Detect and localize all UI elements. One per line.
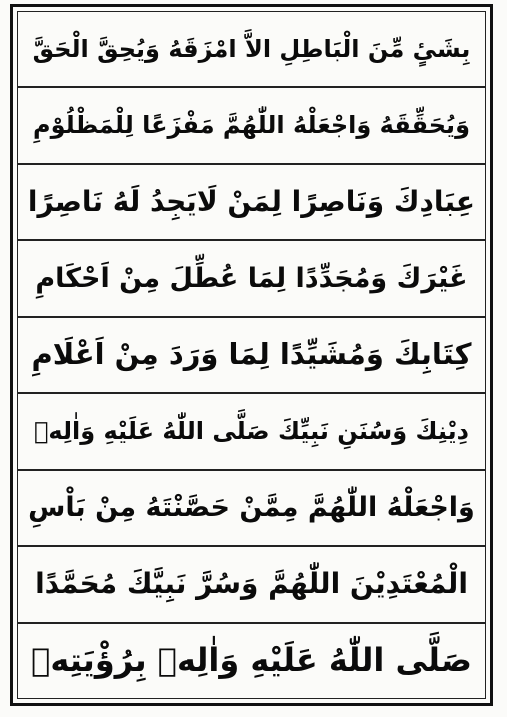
line-text: دِیْنِكَ وَسُنَنِ نَبِیِّكَ صَلَّى اللّٰهُ عَلَیْهِ وَاٰلِهٖ — [34, 417, 469, 446]
text-block — [17, 11, 486, 699]
line-text: الْمُعْتَدِیْنَ اللّٰھُمَّ وَسُرَّ نَبِیَّكَ مُحَمَّدًا — [35, 566, 468, 600]
text-line-5 — [18, 318, 485, 394]
line-text: غَیْرَكَ وَمُجَدِّدًا لِمَا عُطِّلَ مِنْ اَحْكَامِ — [35, 262, 468, 294]
outer-border — [10, 4, 493, 706]
line-text: صَلَّى اللّٰهُ عَلَیْهِ وَاٰلِهٖ بِرُؤْیَتِهٖ — [31, 641, 472, 680]
text-line-2 — [18, 88, 485, 164]
line-text: كِتَابِكَ وَمُشَیِّدًا لِمَا وَرَدَ مِنْ اَعْلَامِ — [31, 337, 472, 372]
text-line-6 — [18, 394, 485, 470]
line-text: عِبَادِكَ وَنَاصِرًا لِمَنْ لَایَجِدُ لَهُ نَاصِرًا — [27, 184, 475, 218]
text-line-7 — [18, 471, 485, 547]
text-line-4 — [18, 241, 485, 317]
line-text: بِشَیٍٔ مِّنَ الْبَاطِلِ الاَّ امْزَقَهُ وَیُحِقَّ الْحَقَّ — [32, 35, 471, 64]
text-line-3 — [18, 165, 485, 241]
text-line-8 — [18, 547, 485, 623]
line-text: وَیُحَقِّقَهُ وَاجْعَلْهُ اللّٰھُمَّ مَفْزَعًا لِلْمَظْلُوْمِ — [33, 111, 470, 140]
text-line-1 — [18, 12, 485, 88]
text-line-9 — [18, 624, 485, 698]
line-text: وَاجْعَلْهُ اللّٰھُمَّ مِمَّنْ حَصَّنْتَهُ مِنْ بَاْسِ — [28, 492, 475, 523]
